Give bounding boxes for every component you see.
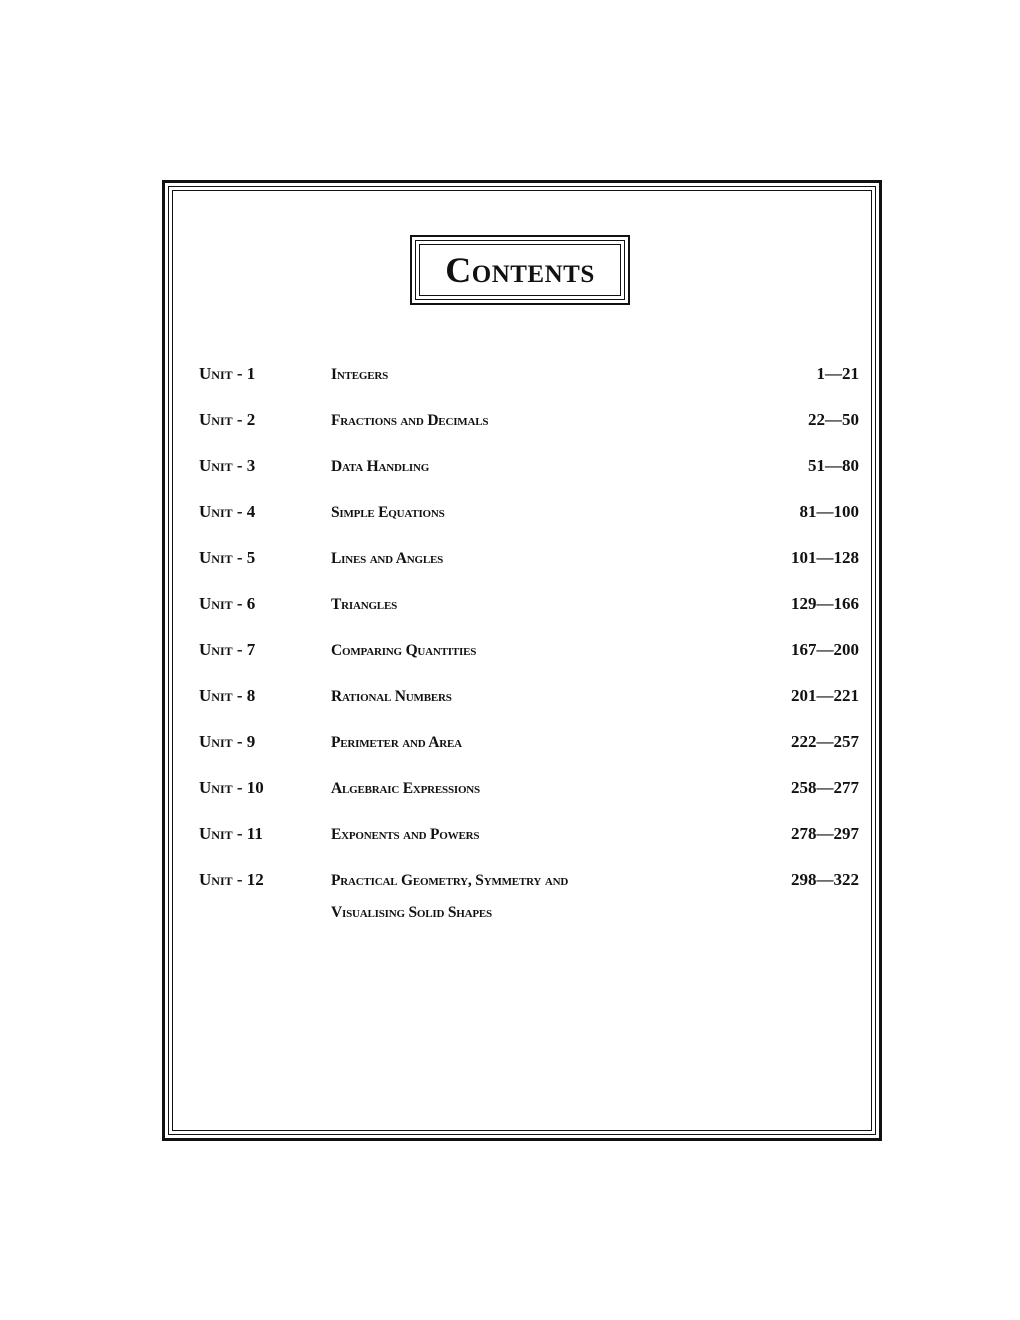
toc-page-range: 258—277 [791,778,859,797]
toc-row[interactable] [199,548,859,572]
toc-row[interactable] [199,870,859,894]
page-title: Contents [445,250,595,290]
toc-chapter-title[interactable]: Data Handling [331,458,430,475]
toc-chapter-title[interactable]: Rational Numbers [331,688,452,705]
toc-row[interactable] [199,502,859,526]
toc-unit-label: Unit - 10 [199,778,264,797]
toc-page-range: 222—257 [791,732,859,751]
toc-page-range: 129—166 [791,594,859,613]
title-box-border [415,240,625,300]
title-box-inner-border [419,244,621,296]
toc-page-range: 298—322 [791,870,859,889]
toc-chapter-title[interactable]: Simple Equations [331,504,445,521]
toc-unit-label: Unit - 5 [199,548,256,567]
toc-unit-label: Unit - 11 [199,824,263,843]
toc-row[interactable] [199,456,859,480]
toc-page-range: 51—80 [808,456,859,475]
toc-page-range: 1—21 [816,364,859,383]
toc-unit-label: Unit - 3 [199,456,256,475]
toc-page-range: 101—128 [791,548,859,567]
toc-unit-label: Unit - 2 [199,410,256,429]
toc-chapter-title[interactable]: Comparing Quantities [331,642,477,659]
toc-unit-label: Unit - 4 [199,502,256,521]
toc-page-range: 81—100 [799,502,859,521]
toc-chapter-title-continued[interactable]: Visualising Solid Shapes [331,904,492,921]
toc-chapter-title[interactable]: Integers [331,366,389,383]
toc-unit-label: Unit - 6 [199,594,256,613]
toc-page-range: 201—221 [791,686,859,705]
toc-unit-label: Unit - 8 [199,686,256,705]
toc-unit-label: Unit - 12 [199,870,264,889]
toc-unit-label: Unit - 1 [199,364,256,383]
toc-chapter-title[interactable]: Algebraic Expressions [331,780,480,797]
toc-row[interactable] [199,410,859,434]
toc-chapter-title[interactable]: Exponents and Powers [331,826,480,843]
toc-chapter-title[interactable]: Practical Geometry, Symmetry and [331,872,569,889]
toc-unit-label: Unit - 9 [199,732,256,751]
toc-row[interactable] [199,640,859,664]
toc-chapter-title[interactable]: Perimeter and Area [331,734,462,751]
contents-title-box [410,235,630,305]
toc-unit-label: Unit - 7 [199,640,256,659]
toc-chapter-title[interactable]: Fractions and Decimals [331,412,489,429]
toc-page-range: 167—200 [791,640,859,659]
toc-row[interactable] [199,364,859,388]
toc-chapter-title[interactable]: Lines and Angles [331,550,444,567]
toc-chapter-title[interactable]: Triangles [331,596,397,613]
toc-page-range: 278—297 [791,824,859,843]
toc-row[interactable] [199,594,859,618]
toc-row[interactable] [199,686,859,710]
toc-row[interactable] [199,732,859,756]
toc-page-range: 22—50 [808,410,859,429]
toc-row[interactable] [199,824,859,848]
toc-row[interactable] [199,778,859,802]
